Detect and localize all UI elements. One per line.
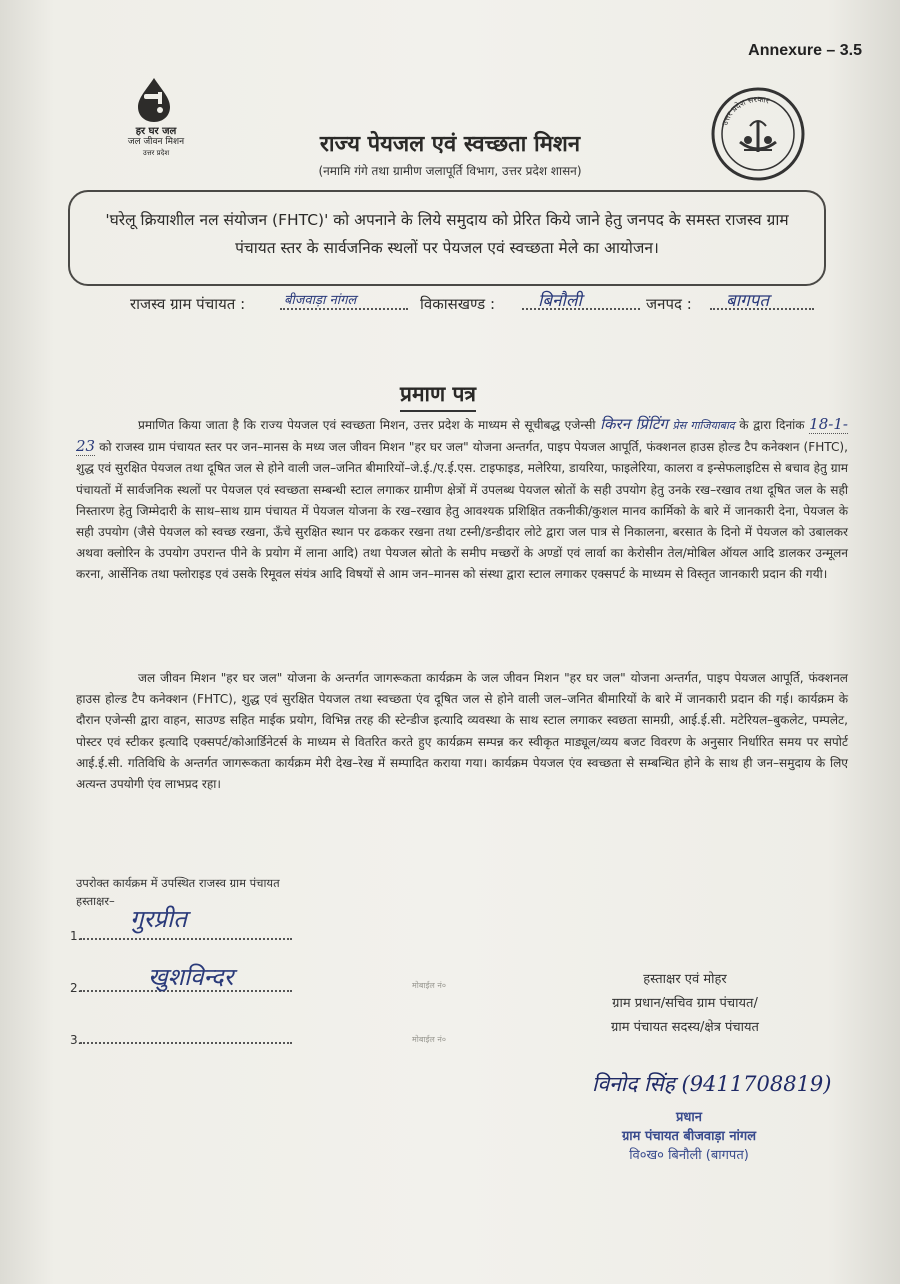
event-date-handwritten: 18-1-23 <box>76 415 848 456</box>
mission-subtitle: (नमामि गंगे तथा ग्रामीण जलापूर्ति विभाग, उत्तर प्रदेश शासन) <box>318 164 582 178</box>
pradhan-seal <box>582 1108 796 1165</box>
pradhan-signature: विनोद सिंह (9411708819) <box>592 1072 832 1096</box>
para1-text-c: को राजस्व ग्राम पंचायत स्तर पर जन–मानस के मध्य जल जीवन मिशन "हर घर जल" योजना अन्तर्गत, पाइप पेयजल आपूर्ति, फंक्शनल हाउस होल्ड टैप कनेक्शन (FHTC), शुद्ध एवं सुरक्षित पेयजल तथा दूषित जल से होने वाली जल–जनित बीमारियों–जे.ई./ए.ई.एस. टाइफाइड, मलेरिया, डायरिया, फाइलेरिया, कालरा व इन्सेफलाइटिस से बचाव हेतु ग्राम पंचायतों में सार्वजनिक स्थलों पर पेयजल एवं स्वच्छता सम्बन्धी स्टाल लगाकर ग्रामीण क्षेत्रों में उपलब्ध पेयजल स्रोतों के सही उपयोग हेतु उनके रख–रखाव तथा दूषित जल के सही निस्तारण हेतु जिम्मेदारी के साथ–साथ ग्राम पंचायत में पेयजल योजना के रख–रखाव हेतु आवश्यक प्रशिक्षित तकनीकी/कुशल मानव कार्मिको के बारे में जानकारी देना, पेयजल के सही उपयोग (जैसे पेयजल को स्वच्छ रखना, ऊँचे सुरक्षित स्थान पर ढककर रखना तथा टस्नी/डन्डीदार लोटे द्वारा जल पात्र से निकालना, बरसात के दिनो में पेयजल को उबालकर अथवा क्लोरिन के उपयोग उपरान्त पीने के प्रयोग में लाना आदि) तथा पेयजल स्रोतो के समीप मच्छरों के अण्डों एवं लार्वा का केरोसीन तेल/मोबिल ऑयल आदि डालकर उन्मूलन करना, आर्सेनिक तथा फ्लोराइड एवं उसके रिमूवल संयंत्र आदि विषयों से आम जन–मानस को संस्था द्वारा स्टाल लगाकर एक्सपर्ट के माध्यम से विस्तृत जानकारी प्रदान की गयी। <box>76 440 848 582</box>
har-ghar-jal-logo <box>100 76 210 166</box>
logo-line-1: हर घर जल <box>135 126 177 137</box>
signatures-heading-line-1: उपरोक्त कार्यक्रम में उपस्थित राजस्व ग्राम पंचायत <box>76 876 280 890</box>
seal-line-1: प्रधान <box>676 1110 702 1125</box>
certificate-heading: प्रमाण पत्र <box>400 380 476 412</box>
gram-panchayat-label: राजस्व ग्राम पंचायत : <box>130 295 246 313</box>
seal-line-2: ग्राम पंचायत बीजवाड़ा नांगल <box>621 1129 757 1144</box>
water-drop-icon <box>134 76 174 124</box>
stamp-line-2: ग्राम प्रधान/सचिव ग्राम पंचायत/ <box>612 996 758 1011</box>
signature-1-handwritten: गुरप्रीत <box>130 905 187 933</box>
seal-line-3: वि०ख० बिनौली (बागपत) <box>629 1148 749 1163</box>
signatures-heading-line-2: हस्ताक्षर– <box>76 894 115 908</box>
signature-line-1: 1. <box>70 928 292 943</box>
certificate-paragraph-1 <box>76 414 848 586</box>
signature-line-2: 2. <box>70 980 292 995</box>
location-row <box>130 291 850 334</box>
signature-line-3: 3. <box>70 1032 292 1047</box>
block-label: विकासखण्ड : <box>420 295 496 313</box>
annexure-label: Annexure – 3.5 <box>748 42 862 59</box>
para2-text: जल जीवन मिशन "हर घर जल" योजना के अन्तर्गत जागरूकता कार्यक्रम के जल जीवन मिशन "हर घर जल" योजना अन्तर्गत, पाइप पेयजल आपूर्ति, फंक्शनल हाउस होल्ड टैप कनेक्शन (FHTC), शुद्ध एवं सुरक्षित पेयजल तथा स्वच्छता एंव दूषित जल से होने वाली जल–जनित बीमारियों के बारे में जानकारी प्रदान की गई। कार्यक्रम के दौरान एजेन्सी द्वारा वाहन, साउण्ड सहित माईक प्रयोग, विभिन्न तरह की स्टेन्डीज इत्यादि व्यवस्था के साथ स्टाल लगाकर स्वछता सामग्री, आई.ई.सी. मटेरियल–बुकलेट, पम्पलेट, पोस्टर एवं स्टीकर इत्यादि एक्सपर्ट/कोआर्डिनेटर्स के माध्यम से वितरित करते हुए कार्यक्रम सम्पन्न कर स्वीकृत माड्यूल/व्यय बजट विवरण के अनुसार निर्धारित समय पर सपोर्ट आई.ई.सी. गतिविधि के अन्तर्गत जागरूकता कार्यक्रम मेरी देख–रेख में सम्पादित कराया गया। कार्यक्रम पेयजल एंव स्वच्छता से सम्बन्धित होने के साथ ही जन–समुदाय के लिए अत्यन्त उपयोगी एंव लाभप्रद रहा। <box>76 671 848 792</box>
para1-text-b: के द्वारा दिनांक <box>739 418 805 432</box>
block-value: बिनौली <box>538 291 582 311</box>
district-label: जनपद : <box>646 295 692 313</box>
logo-line-2: जल जीवन मिशन <box>127 137 185 147</box>
event-title-box: 'घरेलू क्रियाशील नल संयोजन (FHTC)' को अपनाने के लिये समुदाय को प्रेरित किये जाने हेतु जनपद के समस्त राजस्व ग्राम पंचायत स्तर के सार्वजनिक स्थलों पर पेयजल एवं स्वच्छता मेले का आयोजन। <box>68 190 826 286</box>
logo-line-3: उत्तर प्रदेश <box>142 149 170 157</box>
faint-mobile-label-2: मोबाईल नं० <box>412 1035 446 1044</box>
agency-note-handwritten: प्रेस गाजियाबाद <box>672 419 735 432</box>
signature-stamp-block <box>560 968 810 1040</box>
agency-handwritten: किरन प्रिंटिंग <box>600 415 668 433</box>
para1-text-a: प्रमाणित किया जाता है कि राज्य पेयजल एवं स्वच्छता मिशन, उत्तर प्रदेश के माध्यम से सूचीबद्ध एजेन्सी <box>138 418 596 432</box>
faint-mobile-label-1: मोबाईल नं० <box>412 981 446 990</box>
mission-title: राज्य पेयजल एवं स्वच्छता मिशन <box>319 132 581 157</box>
stamp-line-3: ग्राम पंचायत सदस्य/क्षेत्र पंचायत <box>611 1020 759 1035</box>
gram-panchayat-value: बीजवाड़ा नांगल <box>284 293 357 308</box>
emblem-text: उत्तर प्रदेश सरकार <box>720 94 771 127</box>
district-value: बागपत <box>726 291 770 311</box>
stamp-line-1: हस्ताक्षर एवं मोहर <box>643 972 727 987</box>
certificate-paragraph-2 <box>76 668 848 795</box>
signature-2-handwritten: खुशविन्दर <box>148 963 234 991</box>
up-government-emblem-icon <box>710 86 806 182</box>
